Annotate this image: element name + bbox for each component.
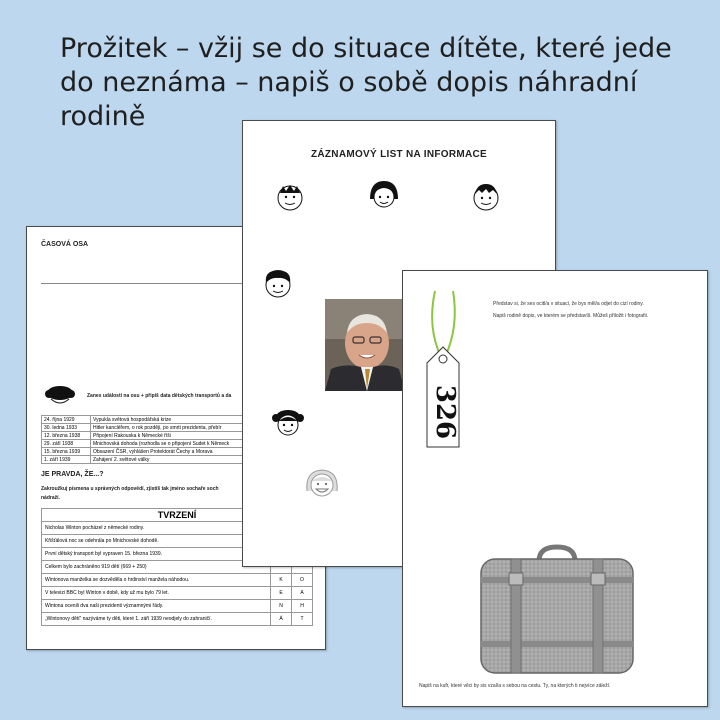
info-sheet-title: ZÁZNAMOVÝ LIST NA INFORMACE (310, 149, 488, 160)
girl-face-icon (367, 179, 401, 213)
event-description: Obsazení ČSR, vyhlášen Protektorát Čechy a Morava (91, 448, 327, 456)
statement-text: Nicholas Winton pocházel z německé rodiny. (42, 522, 271, 535)
boy-face-icon (261, 267, 295, 301)
girl-face-icon (43, 385, 77, 407)
statement-text: Wintonova manželka se dozvěděla o hrdinství manžela náhodou. (42, 574, 271, 587)
answer-letter-true[interactable]: K (271, 574, 292, 587)
timeline-heading: ČASOVÁ OSA (41, 241, 89, 248)
statement-text: „Wintonovy děti" nazýváme ty děti, které 1. září 1939 neodjely do zahraničí. (42, 613, 271, 626)
letter-worksheet (402, 270, 708, 707)
event-date: 1. září 1939 (42, 456, 91, 464)
statement-row (42, 600, 313, 613)
statement-row (42, 574, 313, 587)
tag-number: 326 (430, 384, 460, 440)
event-description: Vypukla světová hospodářská krize (91, 416, 327, 424)
event-date: 30. ledna 1933 (42, 424, 91, 432)
event-date: 15. března 1939 (42, 448, 91, 456)
truefalse-instruction-2: nádraží. (41, 495, 60, 501)
nicholas-winton-photo (325, 299, 405, 391)
answer-letter-false[interactable]: A (292, 587, 313, 600)
slide-title: Prožitek – vžij se do situace dítěte, které jede do neznáma – napiš o sobě dopis náhradní rodině (60, 33, 672, 132)
letter-intro-line-2: Napiš rodině dopis, ve kterém se představíš. Můžeš přiložit i fotografii. (493, 313, 649, 319)
statement-text: Wintona ocenili dva naši prezidenti významnými řády. (42, 600, 271, 613)
event-date: 29. září 1938 (42, 440, 91, 448)
statement-text: Křišťálová noc se odehrála po Mnichovské dohodě. (42, 535, 271, 548)
letter-bottom-instruction: Napiš na kufr, které věci by sis vzal/a s sebou na cestu. Ty, na kterých ti nejvíce záleží. (419, 683, 611, 689)
timeline-instruction: Zanes události na osu + připiš data dětských transportů a da (87, 393, 232, 399)
statement-text: První dětský transport byl vypraven 15. března 1939. (42, 548, 271, 561)
answer-letter-false[interactable]: T (292, 613, 313, 626)
answer-letter-true[interactable]: N (271, 600, 292, 613)
truefalse-heading: JE PRAVDA, ŽE...? (41, 471, 104, 478)
event-date: 12. března 1938 (42, 432, 91, 440)
event-description: Zahájení 2. světové války (91, 456, 327, 464)
answer-letter-true[interactable]: E (271, 587, 292, 600)
answer-letter-true[interactable]: Á (271, 613, 292, 626)
girl-face-icon (271, 407, 305, 439)
event-description: Hitler kancléřem, o rok později, po smrti prezidenta, přebír (91, 424, 327, 432)
event-description: Připojení Rakouska k Německé říši (91, 432, 327, 440)
event-date: 24. října 1929 (42, 416, 91, 424)
statement-text: Celkem bylo zachráněno 919 dětí (669 + 250) (42, 561, 271, 574)
statement-row (42, 613, 313, 626)
statement-text: V televizi BBC byl Winton v době, kdy už mu bylo 79 let. (42, 587, 271, 600)
statements-header: TVRZENÍ (42, 509, 313, 522)
boy-face-icon (273, 181, 307, 213)
suitcase-icon (477, 543, 637, 677)
boy-face-icon (469, 181, 503, 213)
answer-letter-false[interactable]: H (292, 600, 313, 613)
letter-intro-line-1: Představ si, že ses ocitl/a v situaci, že bys měl/a odjet do cizí rodiny. (493, 301, 644, 307)
statement-row (42, 587, 313, 600)
smiling-child-face-icon (303, 467, 341, 501)
truefalse-instruction: Zakroužkuj písmena u správných odpovědí, zjistíš tak jméno sochaře soch (41, 486, 219, 492)
event-description: Mnichovská dohoda (rozhodla se o připojení Sudet k Německ (91, 440, 327, 448)
answer-letter-false[interactable]: O (292, 574, 313, 587)
